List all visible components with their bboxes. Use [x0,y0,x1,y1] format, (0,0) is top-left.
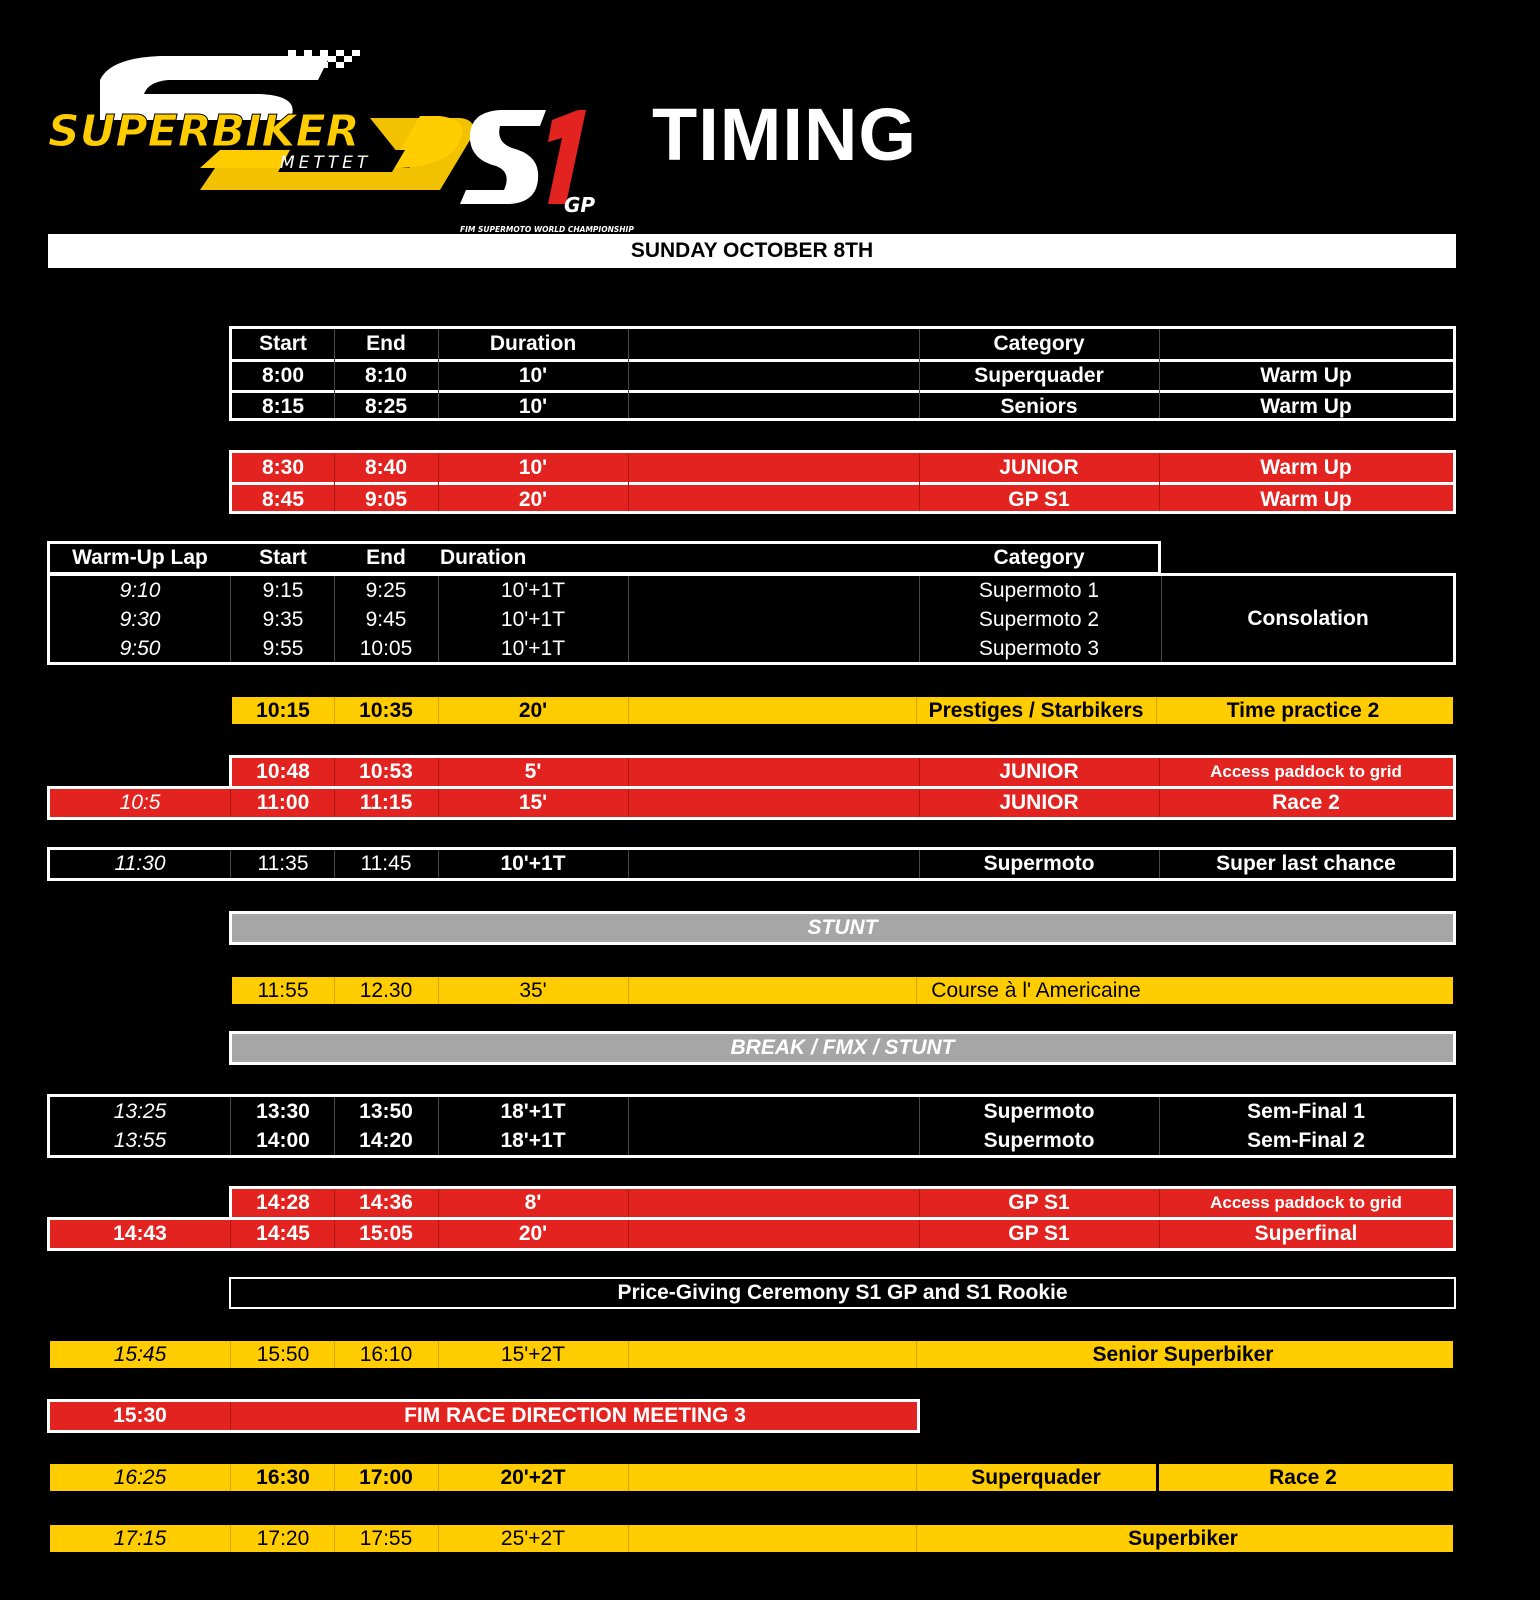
start-time: 9:55 [262,636,304,660]
warmup-time: 13:25 [113,1099,167,1123]
svg-text:GP: GP [564,193,596,217]
start-time: 15:50 [256,1342,310,1366]
end-time: 14:20 [359,1128,413,1152]
category: Superquader [971,1465,1101,1489]
header-duration: Duration [489,332,577,355]
start-time: 17:20 [256,1526,310,1550]
category: Supermoto [983,1099,1095,1123]
start-time: 11:00 [256,791,310,814]
schedule-block-5-top [229,755,1456,789]
category: Supermoto [983,1128,1095,1152]
start-time: 10:15 [256,698,310,722]
schedule-block-9-top [229,1186,1456,1220]
end-time: 9:45 [365,607,407,631]
schedule-block-7 [232,977,1453,1004]
warmup-time: 9:30 [119,607,161,631]
start-time: 11:35 [257,852,309,875]
category: GP S1 [1008,487,1070,511]
header-end: End [366,332,406,355]
s1gp-logo [460,110,634,234]
start-time: 8:00 [261,364,305,387]
schedule-block-3 [47,573,1456,665]
end-time: 10:05 [359,636,413,660]
category: Course à l' Americaine [931,978,1141,1002]
end-time: 17:55 [359,1526,413,1550]
category: Superquader [974,364,1104,387]
start-time: 13:30 [256,1099,310,1123]
end-time: 13:50 [359,1099,413,1123]
page-title: TIMING [652,93,917,176]
ceremony-bar [229,1277,1456,1309]
duration: 20' [518,1222,548,1245]
schedule-block-11 [50,1464,1453,1491]
break-label: BREAK / FMX / STUNT [730,1036,955,1059]
session: Sem-Final 2 [1247,1128,1365,1152]
category: GP S1 [1008,1222,1070,1245]
session: Access paddock to grid [1210,762,1402,781]
table-row [232,390,1453,421]
end-time: 10:53 [359,760,413,783]
session: Access paddock to grid [1210,1193,1402,1212]
ceremony-label: Price-Giving Ceremony S1 GP and S1 Rookie [617,1281,1068,1304]
schedule-block-5-bottom [47,786,1456,820]
warmup-time: 17:15 [113,1526,167,1550]
session: Consolation [1247,607,1369,630]
session: Sem-Final 1 [1247,1099,1365,1123]
duration: 8' [524,1191,542,1214]
session: Super last chance [1216,852,1396,875]
category: GP S1 [1008,1191,1070,1214]
warmup-time: 15:45 [113,1342,167,1366]
warmup-time: 16:25 [113,1465,167,1489]
duration: 20' [518,487,548,511]
duration: 18'+1T [500,1128,566,1152]
category: Superbiker [1128,1526,1238,1550]
category: Senior Superbiker [1092,1342,1274,1366]
category: Supermoto 2 [978,607,1100,631]
duration: 10'+1T [500,636,566,660]
table-row [50,1126,1453,1155]
day-banner: SUNDAY OCTOBER 8TH [48,234,1456,268]
header-end: End [366,546,406,569]
session: Warm Up [1260,395,1352,418]
warmup-time: 14:43 [113,1222,167,1245]
warmup-time: 13:55 [113,1128,167,1152]
session: Warm Up [1260,455,1352,479]
schedule-block-1 [229,326,1456,421]
duration: 10' [518,395,548,418]
schedule-block-6 [47,847,1456,881]
end-time: 8:25 [364,395,408,418]
warmup-time: 9:10 [119,578,161,602]
category: JUNIOR [999,455,1079,479]
break-bar [229,1031,1456,1065]
end-time: 14:36 [359,1191,413,1214]
category: JUNIOR [999,791,1079,814]
end-time: 15:05 [359,1222,413,1245]
session: Superfinal [1254,1222,1358,1245]
start-time: 8:30 [261,455,305,479]
header-start: Start [259,546,307,569]
category: Supermoto 3 [978,636,1100,660]
duration: 15' [518,791,548,814]
schedule-block-12 [50,1525,1453,1552]
session: Race 2 [1272,791,1340,814]
duration: 20' [518,698,548,722]
schedule-block-3-header [47,541,1161,575]
start-time: 14:28 [256,1191,310,1214]
meeting-time: 15:30 [113,1404,167,1427]
category: JUNIOR [999,760,1079,783]
duration: 5' [524,760,542,783]
end-time: 12.30 [359,978,413,1002]
end-time: 8:40 [364,455,408,479]
end-time: 8:10 [364,364,408,387]
superbiker-wordmark: SUPERBIKER [48,106,360,157]
meeting-label: FIM RACE DIRECTION MEETING 3 [404,1404,746,1427]
duration: 35' [519,978,547,1002]
start-time: 14:45 [256,1222,310,1245]
warmup-time: 9:50 [119,636,161,660]
schedule-block-10 [50,1341,1453,1368]
session: Warm Up [1260,364,1352,387]
duration: 15'+2T [500,1342,566,1366]
end-time: 17:00 [359,1465,413,1489]
category: Prestiges / Starbikers [928,698,1144,722]
warmup-time: 10:5 [119,791,161,814]
end-time: 11:45 [360,852,412,875]
duration: 10' [518,364,548,387]
schedule-block-4 [232,697,1453,724]
session: Time practice 2 [1226,698,1380,722]
duration: 10'+1T [500,578,566,602]
table-row [232,359,1453,390]
schedule-block-9-bottom [47,1217,1456,1251]
start-time: 8:45 [261,487,305,511]
start-time: 8:15 [261,395,305,418]
table-row [50,1097,1453,1126]
stunt-label: STUNT [807,916,878,939]
duration: 10'+1T [500,852,566,875]
start-time: 14:00 [256,1128,310,1152]
stunt-bar [229,911,1456,945]
duration: 18'+1T [500,1099,566,1123]
end-time: 9:25 [365,578,407,602]
end-time: 11:15 [359,791,413,814]
start-time: 16:30 [256,1465,310,1489]
end-time: 10:35 [359,698,413,722]
table-header-row [232,329,1453,359]
table-row [232,482,1453,514]
schedule-block-8 [47,1094,1456,1158]
mettet-wordmark: METTET [280,153,372,173]
schedule-block-2 [229,450,1456,514]
start-time: 9:15 [262,578,304,602]
category: Supermoto [983,852,1095,875]
category: Seniors [1000,395,1078,418]
start-time: 9:35 [262,607,304,631]
warmup-time: 11:30 [114,852,166,875]
table-row [232,453,1453,482]
meeting-bar [47,1399,920,1433]
duration: 25'+2T [500,1526,566,1550]
session: Warm Up [1260,487,1352,511]
duration: 10' [518,455,548,479]
header-duration: Duration [440,546,527,569]
header-category: Category [993,332,1085,355]
header-category: Category [993,546,1085,569]
start-time: 11:55 [257,978,309,1002]
header-start: Start [259,332,307,355]
duration: 20'+2T [500,1465,566,1489]
svg-text:FIM SUPERMOTO WORLD CHAMPIONSH: FIM SUPERMOTO WORLD CHAMPIONSHIP [460,225,634,234]
duration: 10'+1T [500,607,566,631]
header-warmup-lap: Warm-Up Lap [72,546,208,569]
end-time: 9:05 [364,487,408,511]
end-time: 16:10 [359,1342,413,1366]
start-time: 10:48 [256,760,310,783]
category: Supermoto 1 [978,578,1100,602]
session: Race 2 [1269,1465,1337,1489]
